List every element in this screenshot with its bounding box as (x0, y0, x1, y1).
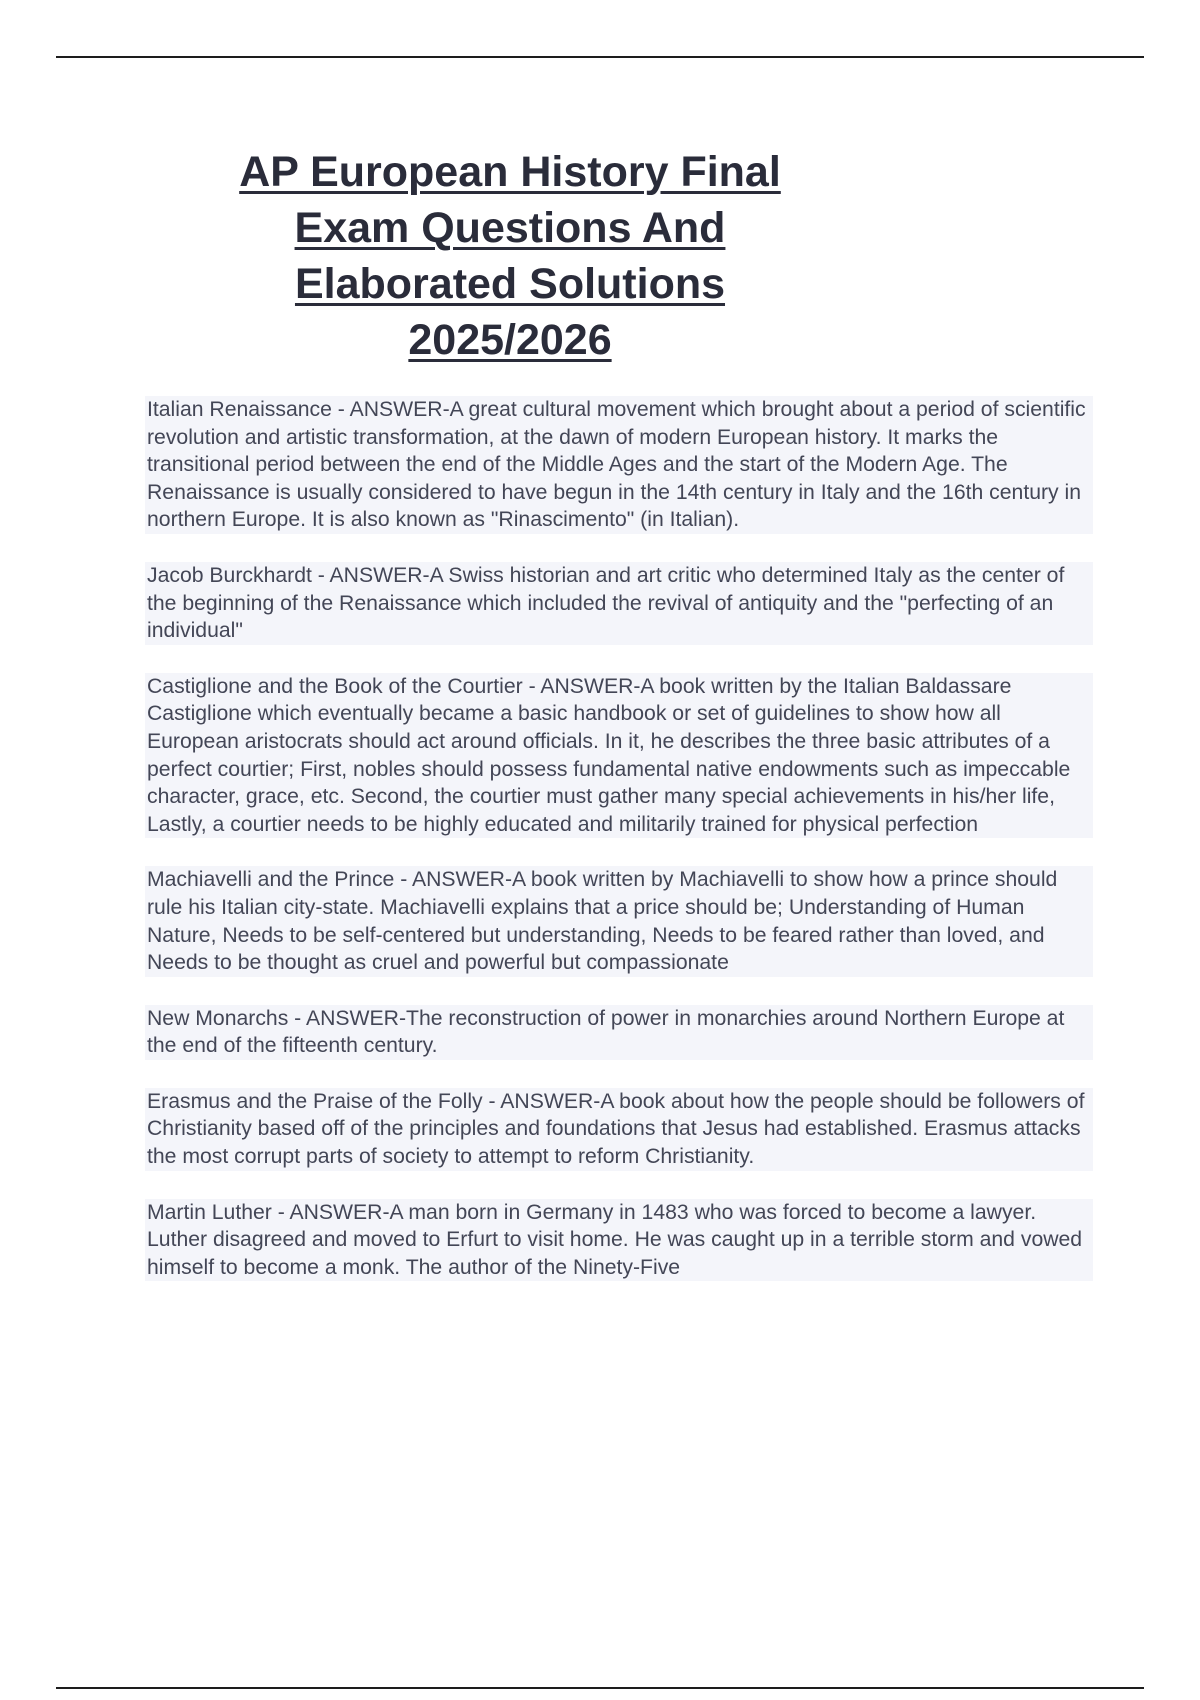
document-title (150, 144, 870, 368)
top-rule (56, 56, 1144, 58)
qa-entry-erasmus: Erasmus and the Praise of the Folly - ANSWER-A book about how the people should be followers of Christianity based off of the principles and foundations that Jesus had established. Erasmus attacks the most corrupt parts of society to attempt to reform Christianity. (145, 1088, 1093, 1171)
title-line: Exam Questions And (294, 204, 726, 252)
qa-entry-martin-luther: Martin Luther - ANSWER-A man born in Germany in 1483 who was forced to become a lawyer. Luther disagreed and moved to Erfurt to visit home. He was caught up in a terrible storm and vowed himself to become a monk. The author of the Ninety-Five (145, 1199, 1093, 1282)
title-line: 2025/2026 (408, 316, 612, 364)
bottom-rule (56, 1687, 1144, 1689)
qa-entry-machiavelli: Machiavelli and the Prince - ANSWER-A book written by Machiavelli to show how a prince should rule his Italian city-state. Machiavelli explains that a price should be; Understanding of Human Nature, Needs to be self-centered but understanding, Needs to be feared rather than loved, and Needs to be thought as cruel and powerful but compassionate (145, 866, 1093, 976)
qa-entry-jacob-burckhardt: Jacob Burckhardt - ANSWER-A Swiss historian and art critic who determined Italy as the center of the beginning of the Renaissance which included the revival of antiquity and the "perfecting of an individual" (145, 562, 1093, 645)
qa-entry-italian-renaissance: Italian Renaissance - ANSWER-A great cultural movement which brought about a period of scientific revolution and artistic transformation, at the dawn of modern European history. It marks the transitional period between the end of the Middle Ages and the start of the Modern Age. The Renaissance is usually considered to have begun in the 14th century in Italy and the 16th century in northern Europe. It is also known as "Rinascimento" (in Italian). (145, 396, 1093, 534)
qa-entry-new-monarchs: New Monarchs - ANSWER-The reconstruction of power in monarchies around Northern Europe at the end of the fifteenth century. (145, 1005, 1093, 1060)
title-line: AP European History Final (239, 148, 781, 196)
title-line: Elaborated Solutions (294, 260, 726, 308)
qa-entry-castiglione: Castiglione and the Book of the Courtier - ANSWER-A book written by the Italian Baldassare Castiglione which eventually became a basic handbook or set of guidelines to show how all European aristocrats should act around officials. In it, he describes the three basic attributes of a perfect courtier; First, nobles should possess fundamental native endowments such as impeccable character, grace, etc. Second, the courtier must gather many special achievements in his/her life, Lastly, a courtier needs to be highly educated and militarily trained for physical perfection (145, 673, 1093, 839)
qa-entries (145, 396, 1093, 1281)
